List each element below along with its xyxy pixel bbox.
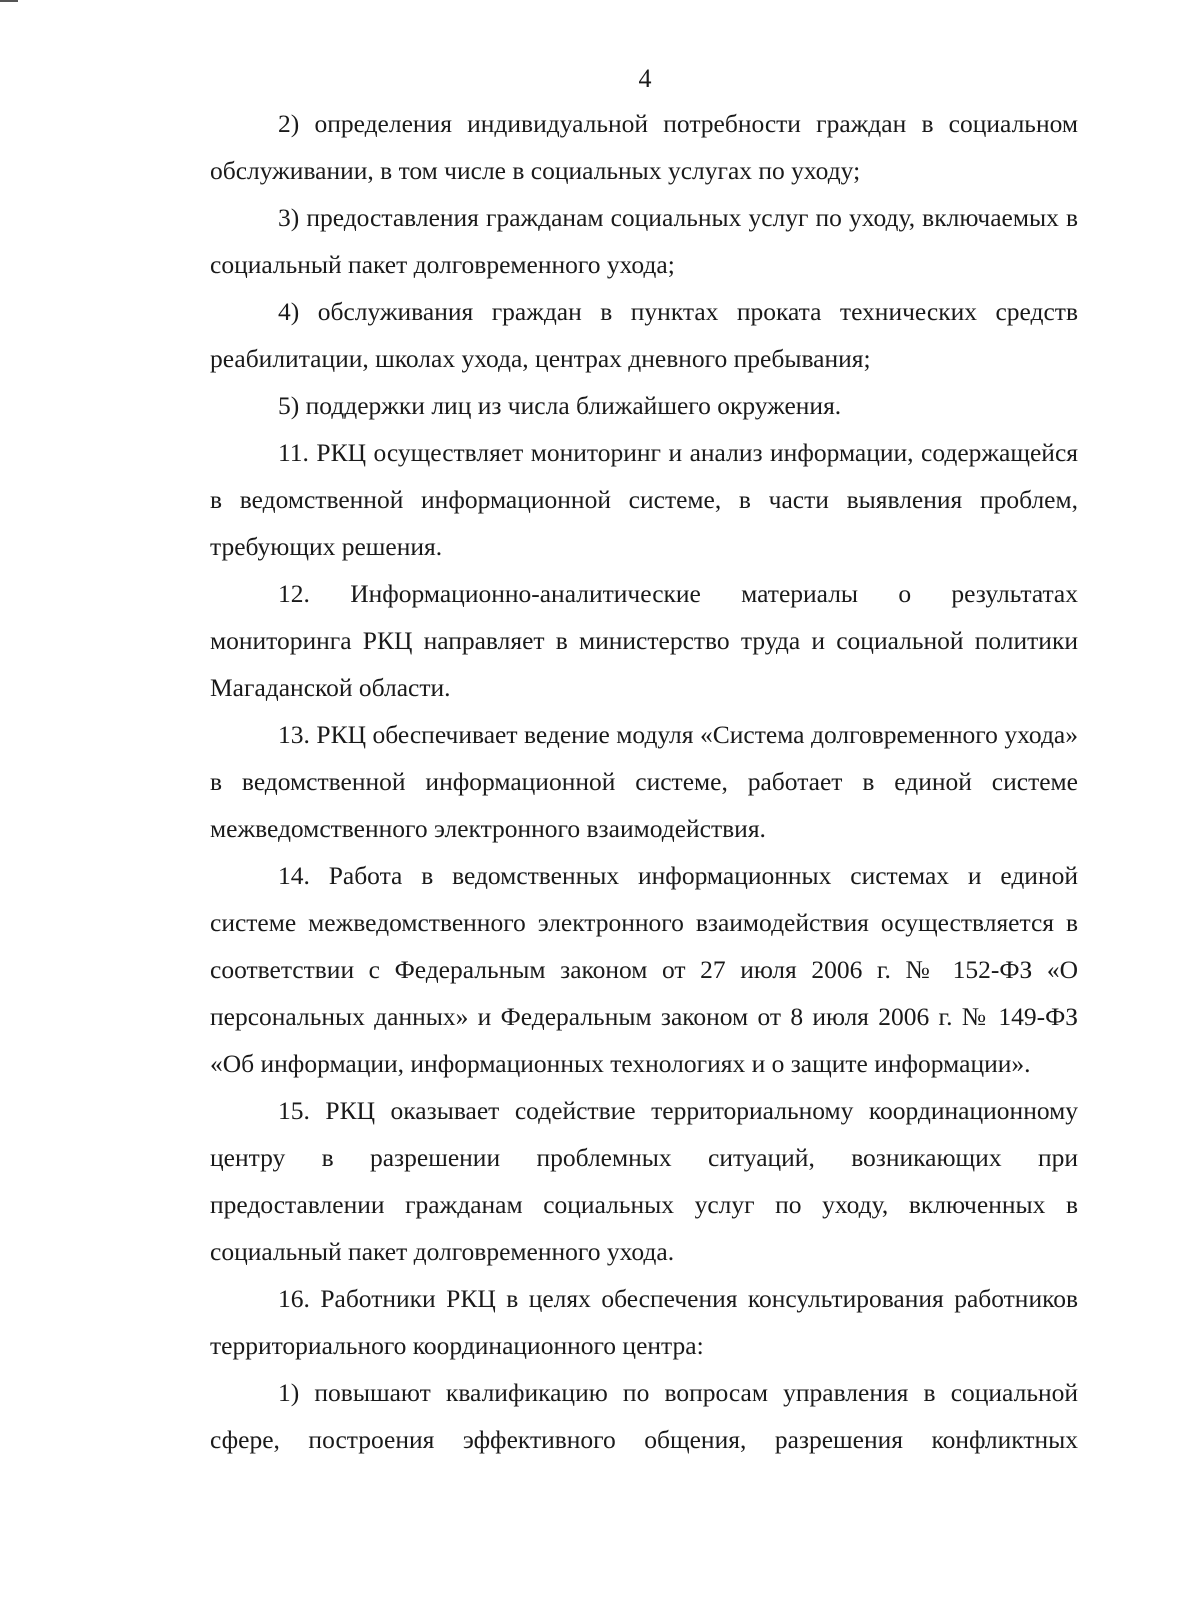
paragraph-clause-13: 13. РКЦ обеспечивает ведение модуля «Система долговременного ухода» в ведомственной информационной системе, работает в единой системе межведомственного электронного взаимодействия. [210, 720, 1078, 843]
scan-edge-mark [0, 0, 18, 2]
paragraph-clause-15: 15. РКЦ оказывает содействие территориальному координационному центру в разрешении проблемных ситуаций, возникающих при предоставлении гражданам социальных услуг по уходу, включенных в социальный пакет долговременного ухода. [210, 1096, 1078, 1266]
paragraph-sub-item-1: 1) повышают квалификацию по вопросам управления в социальной сфере, построения эффективного общения, разрешения конфликтных [210, 1378, 1078, 1454]
paragraph-clause-12: 12. Информационно-аналитические материалы о результатах мониторинга РКЦ направляет в министерство труда и социальной политики Магаданской области. [210, 579, 1078, 702]
paragraph-item-3: 3) предоставления гражданам социальных услуг по уходу, включаемых в социальный пакет долговременного ухода; [210, 203, 1078, 279]
paragraph-clause-16: 16. Работники РКЦ в целях обеспечения консультирования работников территориального координационного центра: [210, 1284, 1078, 1360]
page-number: 4 [638, 64, 652, 93]
paragraph-item-4: 4) обслуживания граждан в пунктах проката технических средств реабилитации, школах ухода, центрах дневного пребывания; [210, 297, 1078, 373]
document-body [210, 100, 1078, 1463]
paragraph-clause-14: 14. Работа в ведомственных информационных системах и единой системе межведомственного электронного взаимодействия осуществляется в соответствии с Федеральным законом от 27 июля 2006 г. № 152-ФЗ «О персональных данных» и Федеральным законом от 8 июля 2006 г. № 149-ФЗ «Об информации, информационных технологиях и о защите информации». [210, 861, 1078, 1078]
paragraph-item-2: 2) определения индивидуальной потребности граждан в социальном обслуживании, в том числе в социальных услугах по уходу; [210, 109, 1078, 185]
paragraph-item-5: 5) поддержки лиц из числа ближайшего окружения. [278, 391, 842, 420]
paragraph-clause-11: 11. РКЦ осуществляет мониторинг и анализ информации, содержащейся в ведомственной информационной системе, в части выявления проблем, требующих решения. [210, 438, 1078, 561]
